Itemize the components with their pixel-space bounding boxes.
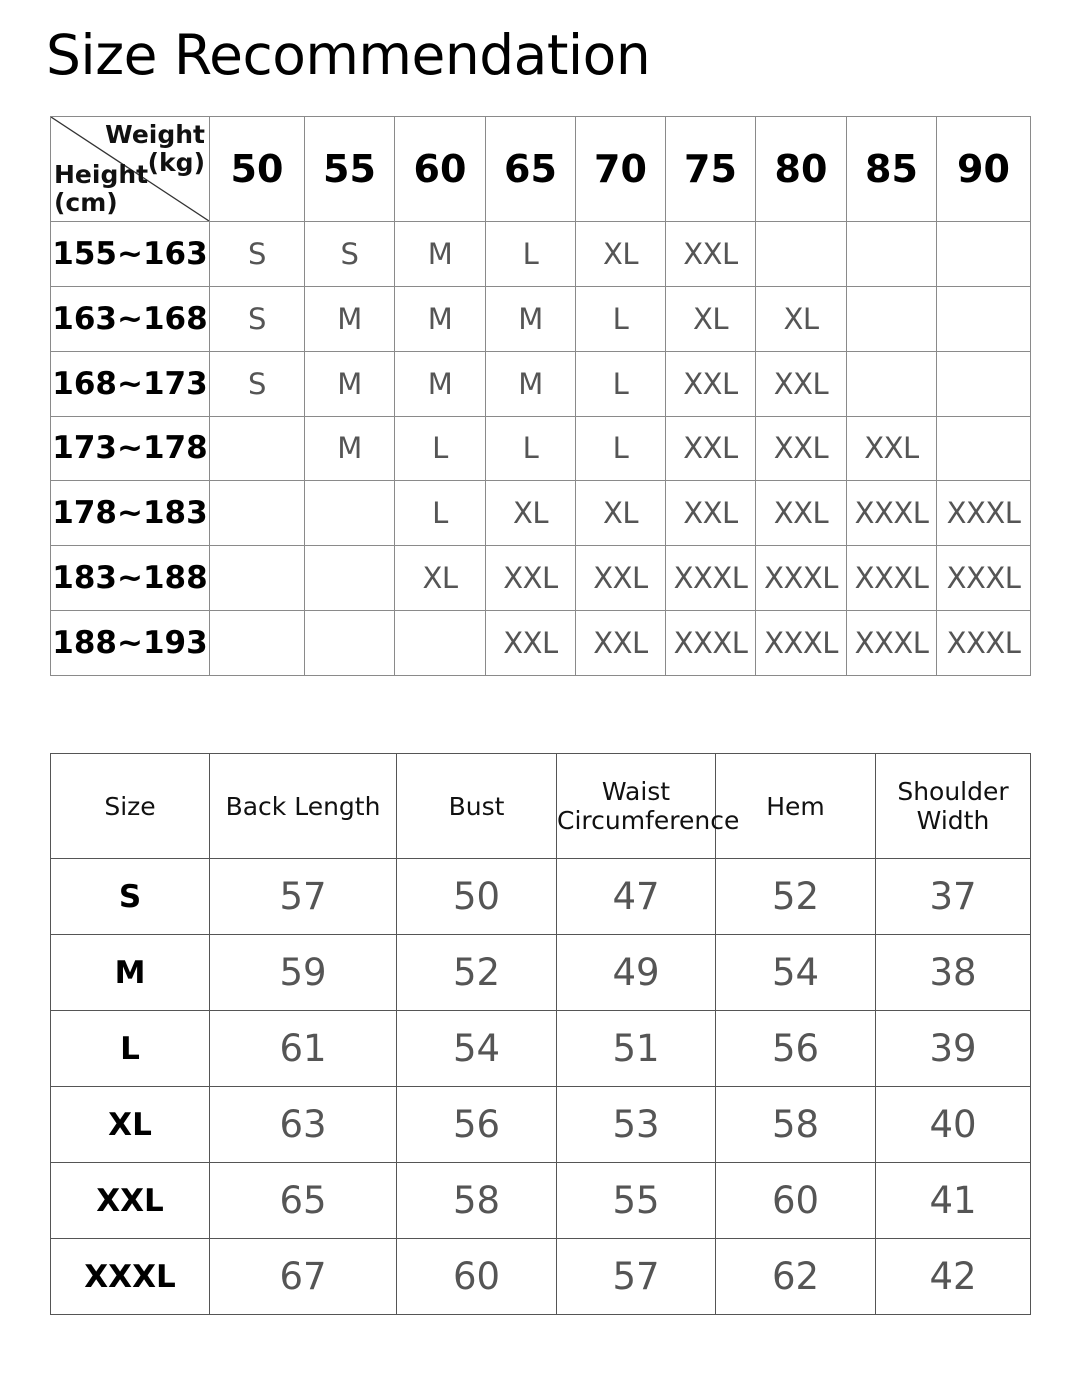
recommended-size-cell: L (395, 481, 486, 546)
recommended-size-cell: M (395, 222, 486, 287)
height-range-cell: 183~188 (51, 546, 210, 611)
table-row (51, 1011, 1031, 1087)
recommended-size-cell: XL (576, 481, 666, 546)
measurement-column-header: Waist Circumference (557, 754, 716, 859)
measurement-column-header: Shoulder Width (876, 754, 1031, 859)
recommended-size-cell: XXL (486, 546, 576, 611)
recommended-size-cell: M (486, 286, 576, 351)
weight-header-cell: 65 (486, 117, 576, 222)
recommended-size-cell: XXXL (847, 481, 937, 546)
recommended-size-cell: M (395, 351, 486, 416)
recommended-size-cell: XL (666, 286, 756, 351)
recommended-size-cell (937, 416, 1031, 481)
measurement-value-cell: 47 (557, 859, 716, 935)
recommended-size-cell: M (395, 286, 486, 351)
recommended-size-cell: XXL (666, 481, 756, 546)
recommended-size-cell: L (576, 286, 666, 351)
measurement-value-cell: 58 (716, 1087, 876, 1163)
recommended-size-cell: M (305, 416, 395, 481)
measurement-value-cell: 63 (210, 1087, 397, 1163)
table-row (51, 859, 1031, 935)
table-row (51, 1239, 1031, 1315)
recommended-size-cell: XL (486, 481, 576, 546)
size-measurement-table (50, 753, 1031, 1315)
measurement-value-cell: 52 (716, 859, 876, 935)
recommended-size-cell: XXL (576, 546, 666, 611)
diagonal-corner-header (51, 117, 210, 222)
measurement-value-cell: 60 (397, 1239, 557, 1315)
measurement-value-cell: 41 (876, 1163, 1031, 1239)
measurement-column-header: Size (51, 754, 210, 859)
recommended-size-cell: L (576, 351, 666, 416)
measurement-value-cell: 49 (557, 935, 716, 1011)
recommended-size-cell (210, 416, 305, 481)
height-range-cell: 168~173 (51, 351, 210, 416)
recommended-size-cell: XXL (666, 222, 756, 287)
recommended-size-cell: XXL (576, 611, 666, 676)
height-axis-label: Height (cm) (54, 160, 149, 217)
table-row (51, 481, 1031, 546)
measurement-value-cell: 54 (397, 1011, 557, 1087)
recommended-size-cell: L (486, 416, 576, 481)
measurement-header-row (51, 754, 1031, 859)
recommended-size-cell: XXXL (666, 611, 756, 676)
recommended-size-cell: XXXL (756, 611, 847, 676)
recommended-size-cell: L (395, 416, 486, 481)
recommended-size-cell: XXL (756, 481, 847, 546)
measurement-value-cell: 62 (716, 1239, 876, 1315)
recommended-size-cell (305, 611, 395, 676)
recommended-size-cell: S (210, 286, 305, 351)
recommended-size-cell: XXL (756, 351, 847, 416)
weight-header-cell: 75 (666, 117, 756, 222)
measurement-value-cell: 56 (716, 1011, 876, 1087)
recommended-size-cell: S (210, 351, 305, 416)
height-range-cell: 188~193 (51, 611, 210, 676)
recommended-size-cell: XXL (847, 416, 937, 481)
weight-header-cell: 70 (576, 117, 666, 222)
recommended-size-cell (305, 546, 395, 611)
recommended-size-cell: XXXL (937, 546, 1031, 611)
table-row (51, 1163, 1031, 1239)
height-range-cell: 155~163 (51, 222, 210, 287)
measurement-value-cell: 57 (557, 1239, 716, 1315)
measurement-value-cell: 53 (557, 1087, 716, 1163)
size-name-cell: XXXL (51, 1239, 210, 1315)
measurement-value-cell: 37 (876, 859, 1031, 935)
recommended-size-cell: M (486, 351, 576, 416)
weight-header-cell: 50 (210, 117, 305, 222)
recommended-size-cell: XXXL (847, 546, 937, 611)
measurement-value-cell: 50 (397, 859, 557, 935)
recommended-size-cell: L (576, 416, 666, 481)
measurement-value-cell: 58 (397, 1163, 557, 1239)
weight-header-cell: 55 (305, 117, 395, 222)
measurement-value-cell: 51 (557, 1011, 716, 1087)
recommended-size-cell: XXL (756, 416, 847, 481)
recommended-size-cell (305, 481, 395, 546)
size-name-cell: XXL (51, 1163, 210, 1239)
measurement-value-cell: 61 (210, 1011, 397, 1087)
recommended-size-cell: M (305, 286, 395, 351)
size-name-cell: XL (51, 1087, 210, 1163)
recommended-size-cell: XXXL (847, 611, 937, 676)
table-row (51, 351, 1031, 416)
recommended-size-cell: XL (756, 286, 847, 351)
recommended-size-cell: S (210, 222, 305, 287)
measurement-value-cell: 67 (210, 1239, 397, 1315)
recommended-size-cell: XXXL (666, 546, 756, 611)
recommended-size-cell: XXL (666, 351, 756, 416)
measurement-value-cell: 40 (876, 1087, 1031, 1163)
height-range-cell: 163~168 (51, 286, 210, 351)
recommended-size-cell: XL (395, 546, 486, 611)
measurement-value-cell: 54 (716, 935, 876, 1011)
recommended-size-cell: XXXL (937, 611, 1031, 676)
recommended-size-cell: XXXL (756, 546, 847, 611)
measurement-value-cell: 59 (210, 935, 397, 1011)
recommended-size-cell (395, 611, 486, 676)
weight-header-cell: 90 (937, 117, 1031, 222)
recommended-size-cell: M (305, 351, 395, 416)
recommended-size-cell (756, 222, 847, 287)
recommended-size-cell (937, 286, 1031, 351)
table-row (51, 222, 1031, 287)
measurement-column-header: Hem (716, 754, 876, 859)
recommended-size-cell (210, 546, 305, 611)
recommended-size-cell: XXL (486, 611, 576, 676)
table-row (51, 286, 1031, 351)
measurement-value-cell: 60 (716, 1163, 876, 1239)
table-row (51, 1087, 1031, 1163)
size-name-cell: M (51, 935, 210, 1011)
recommended-size-cell: XL (576, 222, 666, 287)
size-recommendation-table (50, 116, 1031, 676)
recommended-size-cell (937, 351, 1031, 416)
measurement-value-cell: 38 (876, 935, 1031, 1011)
recommended-size-cell: XXXL (937, 481, 1031, 546)
measurement-column-header: Back Length (210, 754, 397, 859)
table-row (51, 935, 1031, 1011)
measurement-value-cell: 65 (210, 1163, 397, 1239)
measurement-value-cell: 52 (397, 935, 557, 1011)
weight-header-row (51, 117, 1031, 222)
table-row (51, 416, 1031, 481)
height-range-cell: 173~178 (51, 416, 210, 481)
weight-header-cell: 60 (395, 117, 486, 222)
recommended-size-cell (210, 611, 305, 676)
recommended-size-cell: L (486, 222, 576, 287)
measurement-value-cell: 56 (397, 1087, 557, 1163)
weight-header-cell: 85 (847, 117, 937, 222)
recommended-size-cell (937, 222, 1031, 287)
recommended-size-cell (847, 351, 937, 416)
weight-header-cell: 80 (756, 117, 847, 222)
measurement-value-cell: 57 (210, 859, 397, 935)
measurement-value-cell: 55 (557, 1163, 716, 1239)
measurement-value-cell: 42 (876, 1239, 1031, 1315)
recommended-size-cell (210, 481, 305, 546)
recommended-size-cell (847, 222, 937, 287)
recommended-size-cell: XXL (666, 416, 756, 481)
measurement-column-header: Bust (397, 754, 557, 859)
recommended-size-cell (847, 286, 937, 351)
recommended-size-cell: S (305, 222, 395, 287)
page-title: Size Recommendation (46, 23, 651, 87)
size-name-cell: S (51, 859, 210, 935)
weight-axis-label: Weight (kg) (105, 120, 205, 177)
table-row (51, 611, 1031, 676)
height-range-cell: 178~183 (51, 481, 210, 546)
table-row (51, 546, 1031, 611)
measurement-value-cell: 39 (876, 1011, 1031, 1087)
size-name-cell: L (51, 1011, 210, 1087)
